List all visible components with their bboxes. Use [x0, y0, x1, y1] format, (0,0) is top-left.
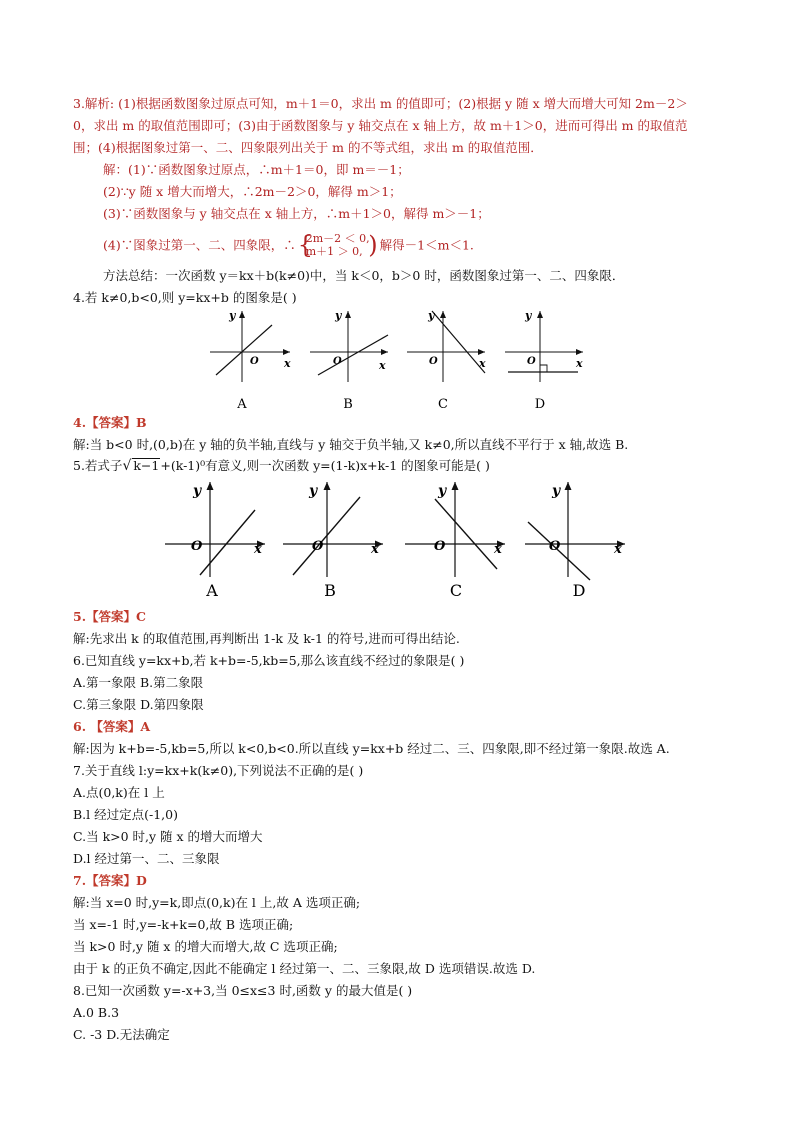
- q6-options-row-2: C.第三象限 D.第四象限: [73, 697, 204, 712]
- q5-answer: 5.【答案】C: [73, 609, 146, 624]
- q7-option-c: C.当 k>0 时,y 随 x 的增大而增大: [73, 829, 263, 844]
- q3-analysis-line-2: 0，求出 m 的取值范围即可；(3)由于函数图象与 y 轴交点在 x 轴上方，故 m＋1＞0，进而可得出 m 的取值范: [73, 118, 688, 133]
- origin-label: O: [333, 356, 342, 367]
- q4-graph-a: [210, 309, 291, 412]
- y-axis-label: y: [438, 483, 447, 499]
- line-graph: [216, 325, 272, 375]
- x-axis-label: x: [614, 542, 622, 557]
- y-axis-label: y: [428, 309, 435, 322]
- origin-label: O: [527, 356, 536, 367]
- x-axis-label: x: [479, 357, 486, 370]
- origin-label: O: [191, 539, 203, 554]
- q6-options-row-1: A.第一象限 B.第二象限: [73, 675, 204, 690]
- sqrt-radicand: k−1: [133, 458, 160, 473]
- q3-analysis-line-3: 围；(4)根据图象过第一、二、四象限列出关于 m 的不等式组，求出 m 的取值范围．: [73, 140, 543, 155]
- y-axis-label: y: [552, 483, 561, 499]
- q6-explanation: 解:因为 k+b=-5,kb=5,所以 k<0,b<0.所以直线 y=kx+b 经过二、三、四象限,即不经过第一象限.故选 A.: [73, 741, 670, 756]
- q7-answer: 7.【答案】D: [73, 873, 147, 888]
- q6-answer: 6. 【答案】A: [73, 719, 151, 734]
- q4-graphs: [200, 305, 600, 415]
- option-label: A: [237, 397, 247, 412]
- origin-label: O: [434, 539, 446, 554]
- x-axis-label: x: [379, 359, 386, 372]
- q5-graphs: [155, 477, 635, 602]
- system-row-2: m＋1 ＞ 0,: [305, 245, 363, 258]
- q5-question-prefix: 5.若式子: [73, 458, 123, 473]
- q5-graph-a: [165, 482, 265, 600]
- q5-explanation: 解:先求出 k 的取值范围,再判断出 1-k 及 k-1 的符号,进而可得出结论.: [73, 631, 460, 646]
- y-axis-label: y: [229, 309, 236, 322]
- y-axis-label: y: [309, 483, 318, 499]
- q3-sol4-result: 解得－1＜m＜1.: [379, 237, 474, 253]
- origin-label: O: [549, 539, 561, 554]
- q4-graph-c: [407, 309, 486, 412]
- option-label: A: [206, 581, 218, 600]
- q7-explanation-4: 由于 k 的正负不确定,因此不能确定 l 经过第一、二、三象限,故 D 选项错误.故选 D.: [73, 961, 536, 976]
- q8-options-row-2: C. -3 D.无法确定: [73, 1027, 170, 1042]
- x-axis-label: x: [371, 542, 379, 557]
- q3-solution-1: 解：(1)∵函数图象过原点，∴m＋1＝0，即 m＝－1；: [103, 162, 410, 177]
- line-graph: [318, 335, 388, 375]
- q3-analysis-line-1: 3.解析: (1)根据函数图象过原点可知，m＋1＝0，求出 m 的值即可；(2)根据 y 随 x 增大而增大可知 2m－2＞: [73, 96, 688, 111]
- line-graph: [432, 311, 485, 373]
- q5-question-suffix: +(k-1)⁰有意义,则一次函数 y=(1-k)x+k-1 的图象可能是( ): [160, 458, 490, 473]
- option-label: C: [438, 397, 448, 412]
- origin-label: O: [250, 356, 259, 367]
- x-axis-label: x: [494, 542, 502, 557]
- q7-explanation-1: 解:当 x=0 时,y=k,即点(0,k)在 l 上,故 A 选项正确;: [73, 895, 361, 910]
- option-label: D: [572, 581, 586, 600]
- y-axis-label: y: [335, 309, 342, 322]
- q7-option-d: D.l 经过第一、二、三象限: [73, 851, 220, 866]
- q8-options-row-1: A.0 B.3: [73, 1005, 120, 1020]
- q4-graph-d: [505, 309, 583, 412]
- q4-answer: 4.【答案】B: [73, 415, 147, 430]
- q7-explanation-2: 当 x=-1 时,y=-k+k=0,故 B 选项正确;: [73, 917, 294, 932]
- q7-question: 7.关于直线 l:y=kx+k(k≠0),下列说法不正确的是( ): [73, 763, 364, 778]
- inequality-system: { 2m－2 ＜ 0, m＋1 ＞ 0, ): [297, 231, 378, 259]
- x-axis-label: x: [254, 542, 262, 557]
- q3-solution-2: (2)∵y 随 x 增大而增大，∴2m－2＞0，解得 m＞1；: [103, 184, 402, 199]
- line-graph: [435, 499, 497, 569]
- q7-option-a: A.点(0,k)在 l 上: [73, 785, 165, 800]
- q3-solution-4: [103, 232, 474, 260]
- y-axis-label: y: [525, 309, 532, 322]
- sqrt-sign: √: [122, 458, 132, 474]
- system-row-1: 2m－2 ＜ 0,: [305, 232, 370, 245]
- option-label: B: [324, 581, 336, 600]
- q5-graph-b: [283, 482, 383, 600]
- y-axis-label: y: [193, 483, 202, 499]
- q3-method-summary: 方法总结：一次函数 y＝kx＋b(k≠0)中，当 k＜0，b＞0 时，函数图象过第一、二、四象限．: [103, 268, 625, 283]
- q6-question: 6.已知直线 y=kx+b,若 k+b=-5,kb=5,那么该直线不经过的象限是( ): [73, 653, 465, 668]
- q7-option-b: B.l 经过定点(-1,0): [73, 807, 178, 822]
- x-axis-label: x: [284, 357, 291, 370]
- q5-graph-c: [405, 482, 505, 600]
- option-label: C: [449, 581, 463, 600]
- q5-question: [73, 457, 490, 475]
- q3-solution-3: (3)∵函数图象与 y 轴交点在 x 轴上方，∴m＋1＞0，解得 m＞－1；: [103, 206, 490, 221]
- x-axis-label: x: [576, 357, 583, 370]
- q8-question: 8.已知一次函数 y=-x+3,当 0≤x≤3 时,函数 y 的最大值是( ): [73, 983, 413, 998]
- origin-label: O: [312, 539, 324, 554]
- option-label: D: [534, 397, 546, 412]
- q5-graph-d: [525, 482, 625, 600]
- option-label: B: [343, 397, 353, 412]
- origin-label: O: [429, 356, 438, 367]
- right-angle-mark: [540, 365, 547, 372]
- q4-explanation: 解:当 b<0 时,(0,b)在 y 轴的负半轴,直线与 y 轴交于负半轴,又 k≠0,所以直线不平行于 x 轴,故选 B.: [73, 437, 629, 452]
- q4-graph-b: [310, 309, 388, 412]
- q3-sol4-prefix: (4)∵图象过第一、二、四象限，∴: [103, 237, 296, 253]
- q4-question: 4.若 k≠0,b<0,则 y=kx+b 的图象是( ): [73, 290, 297, 305]
- q7-explanation-3: 当 k>0 时,y 随 x 的增大而增大,故 C 选项正确;: [73, 939, 338, 954]
- line-graph: [200, 510, 255, 575]
